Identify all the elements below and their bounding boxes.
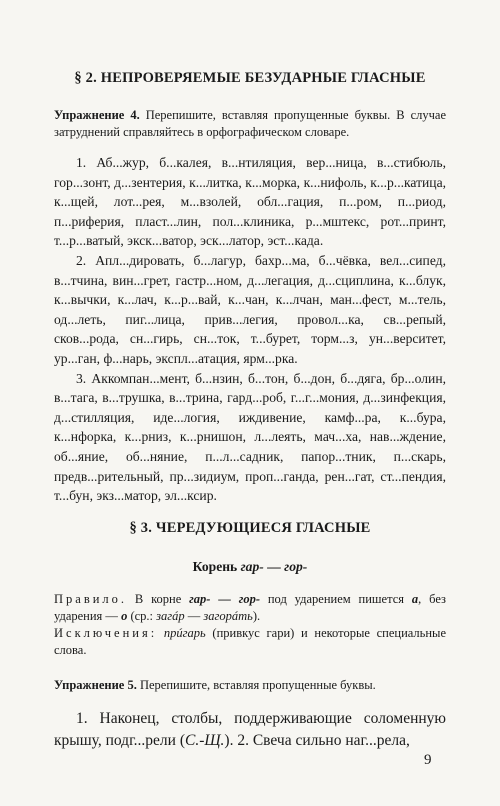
page-number: 9 <box>424 752 432 768</box>
exercise-4-paragraph-3: 3. Аккомпан...мент, б...нзин, б...тон, б...дон, б...дяга, бр...олин, в...тага, в...трушка, в...трина, гард...роб, г...г...мония, д...зинфекция, д...стилляция, иде...логия, иждивение, камф...ра, к...бура, к...нфорка, к...рниз, к...рнишон, л...леять, мач...ха, нав...ждение, об...яние, об...няние, п...л...садник, папор...тник, п...скарь, предв...рительный, пр...зидиум, проп...ганда, рен...гат, ст...пендия, т...бун, экз...матор, эл...ксир. <box>54 370 446 504</box>
rule-example-2: загорáть <box>203 608 253 623</box>
exercise-4-body <box>54 153 446 506</box>
root-heading-roots: гар- — гор- <box>240 558 308 574</box>
exception-label: Исключения: <box>54 625 158 640</box>
exercise-5-body <box>54 708 446 752</box>
root-heading <box>54 559 446 575</box>
exercise-4-paragraph-2: 2. Апл...дировать, б...лагур, бахр...ма, б...чёвка, вел...сипед, в...тчина, вин...грет, гастр...ном, д...легация, д...сциплина, к...блук, к...вычки, к...лач, к...р...вай, к...чан, к...лчан, ман...фест, м...тель, од...леть, пиг...лица, прив...легия, провол...ка, св...репый, сков...рода, сн...гирь, сн...ток, т...бурет, торм...з, ун...верситет, ур...ган, ф...нарь, экспл...атация, ярм...рка. <box>54 252 446 366</box>
rule-letter-a: а <box>411 591 419 606</box>
exception-text <box>54 625 446 659</box>
rule-roots: гар- — гор- <box>189 591 260 606</box>
section-2-heading: § 2. НЕПРОВЕРЯЕМЫЕ БЕЗУДАРНЫЕ ГЛАСНЫЕ <box>74 70 426 86</box>
rule-text <box>54 591 446 625</box>
rule-text-3: , без ударения — <box>54 591 446 623</box>
rule-label: Правило. <box>54 591 128 606</box>
exercise-5-instruction <box>54 677 446 694</box>
section-3-heading: § 3. ЧЕРЕДУЮЩИЕСЯ ГЛАСНЫЕ <box>129 519 371 536</box>
exercise-5-paragraph-1 <box>54 708 446 752</box>
exercise-4-label: Упражнение 4. <box>54 108 140 122</box>
exception-word: прúгарь <box>163 625 206 640</box>
exception-rest: (привкус гари) и некоторые специальные слова. <box>54 625 446 657</box>
rule-text-4: (ср.: <box>127 608 157 623</box>
rule-text-1: В корне <box>127 591 190 606</box>
root-heading-prefix: Корень <box>192 558 241 574</box>
exercise-5-source: С.-Щ. <box>185 731 225 749</box>
exercise-4-instruction-text: Перепишите, вставляя пропущенные буквы. В случае затруднений справляйтесь в орфографическом словаре. <box>54 108 446 139</box>
exercise-5-label: Упражнение 5. <box>54 677 137 692</box>
exercise-5-text-1: 1. Наконец, столбы, поддерживающие соломенную крышу, подг...рели ( <box>54 709 446 749</box>
rule-text-2: под ударением пишется <box>259 591 412 606</box>
book-page <box>54 70 446 752</box>
rule-dash: — <box>184 608 204 623</box>
rule-letter-o: о <box>121 608 128 623</box>
rule-example-1: загáр <box>156 608 185 623</box>
exercise-5-instruction-text: Перепишите, вставляя пропущенные буквы. <box>136 677 376 692</box>
rule-text-5: ). <box>252 608 261 623</box>
exercise-4-instruction <box>54 107 446 141</box>
rule-block <box>54 591 446 659</box>
exercise-5-text-2: ). 2. Свеча сильно наг...рела, <box>224 731 410 749</box>
exercise-4-paragraph-1: 1. Аб...жур, б...калея, в...нтиляция, вер...ница, в...стибюль, гор...зонт, д...зентерия, к...литка, к...морка, к...нифоль, к...р...катица, к...щей, лот...рея, м...взолей, обл...гация, п...ром, п...риод, п...риферия, пласт...лин, пол...клиника, р...мштекс, рот...принт, т...р...ватый, экск...ватор, эск...латор, эст...када. <box>54 155 446 249</box>
